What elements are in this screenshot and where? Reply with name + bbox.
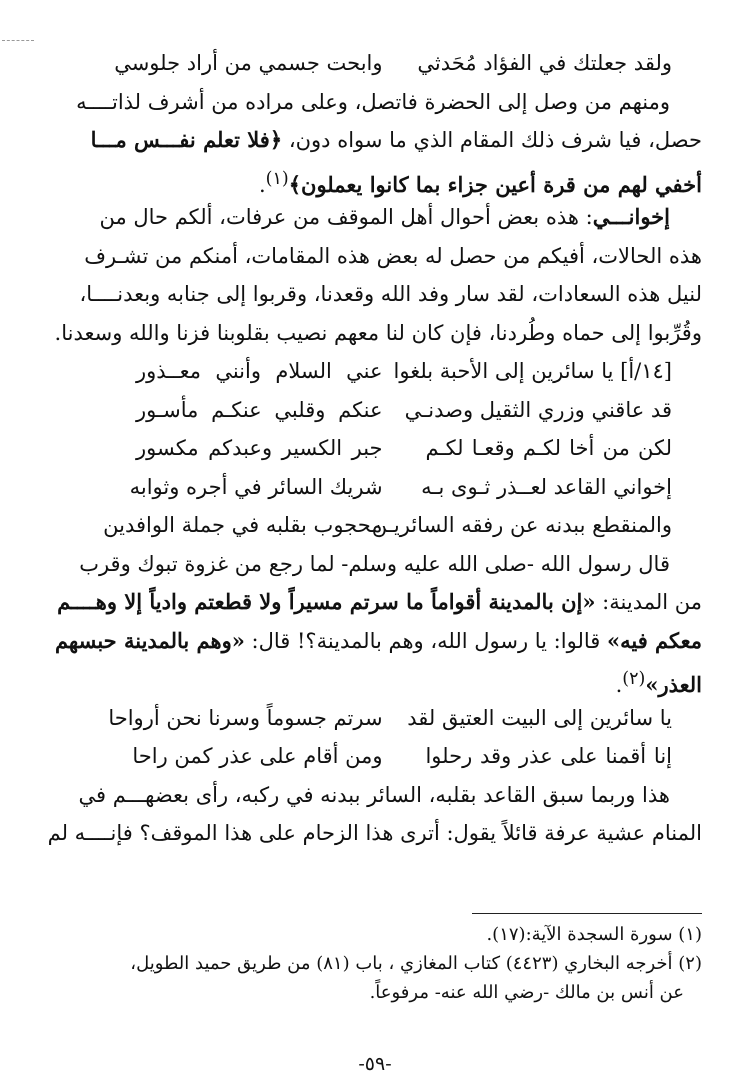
paragraph-line — [106, 660, 702, 699]
paragraph-line — [106, 160, 702, 199]
verse-second-hemistich: عني السلام وأنني معــذور — [136, 359, 383, 383]
verse-first-hemistich: والمنقطع ببدنه عن رفقه السائريـن — [371, 513, 672, 537]
paragraph-line: هذه الحالات، أفيكم من حصل له بعض هذه المقامات، أمنكم من تشـرف — [84, 243, 702, 268]
verse-second-hemistich: وابحت جسمي من أراد جلوسي — [114, 51, 383, 75]
footnote-continuation: عن أنس بن مالك -رضي الله عنه- مرفوعاً. — [369, 982, 684, 1003]
verse-first-hemistich: يا سائرين إلى البيت العتيق لقد — [407, 705, 672, 730]
poem-verse — [103, 506, 702, 545]
paragraph-line: هذا وربما سبق القاعد بقلبه، السائر ببدنه في ركبه، رأى بعضهـــم في — [78, 782, 670, 807]
paragraph-text: . — [615, 673, 623, 697]
page-number: -٥٩- — [358, 1053, 392, 1075]
paragraph-line: لنيل هذه السعادات، لقد سار وفد الله وقعدنا، وقربوا إلى جنابه وبعدنــــا، — [79, 282, 702, 306]
footnote-separator — [472, 913, 702, 914]
paragraph-text: قالوا: يا رسول الله، وهم بالمدينة؟! قال: — [244, 628, 607, 653]
paragraph-line — [54, 622, 702, 661]
scan-edge-mark — [2, 40, 34, 41]
main-text — [47, 44, 702, 853]
footnote-ref: (١) — [265, 168, 289, 189]
poem-verse — [106, 429, 702, 468]
paragraph-line — [90, 121, 702, 160]
poem-verse — [106, 352, 702, 391]
footnotes — [48, 913, 702, 1007]
quran-quote: ﴿فلا تعلم نفـــس مـــا — [90, 127, 283, 152]
verse-second-hemistich: شريك السائر في أجره وثوابه — [129, 474, 383, 499]
hadith-quote: «إن بالمدينة أقواماً ما سرتم مسيراً ولا قطعتم وادياً إلا وهــــم — [57, 589, 596, 614]
hadith-quote: العذر» — [645, 672, 702, 697]
paragraph-line — [99, 198, 702, 237]
verse-first-hemistich: إخواني القاعد لعــذر ثـوى بـه — [421, 474, 672, 499]
paragraph-line: وقُرِّبوا إلى حماه وطُردنا، فإن كان لنا معهم نصيب بقلوبنا فزنا والله وسعدنا. — [54, 320, 702, 345]
paragraph-line: قال رسول الله -صلى الله عليه وسلم- لما رجع من غزوة تبوك وقرب — [79, 551, 670, 576]
paragraph-text: من المدينة: — [595, 590, 702, 614]
paragraph-line — [57, 583, 702, 622]
verse-second-hemistich: جبر الكسير وعبدكم مكسور — [136, 436, 383, 460]
paragraph-lead-word: إخوانـــي — [592, 204, 670, 229]
verse-first-hemistich: لكن من أخا لكـم وقعـا لكـم — [425, 436, 672, 460]
verse-second-hemistich: ومن أقام على عذر كمن راحا — [132, 744, 383, 768]
verse-second-hemistich: محجوب بقلبه في جملة الوافدين — [103, 513, 383, 537]
poem-verse — [106, 737, 702, 776]
poem-verse — [106, 699, 702, 738]
paragraph-line: ومنهم من وصل إلى الحضرة فاتصل، وعلى مراده من أشرف لذاتــــه — [76, 89, 670, 114]
hadith-quote: معكم فيه» — [606, 627, 702, 653]
poem-verse — [106, 44, 702, 83]
hadith-quote: «وهم بالمدينة حبسهم — [54, 627, 245, 653]
verse-second-hemistich: سرتم جسوماً وسرنا نحن أرواحا — [108, 705, 383, 730]
verse-first-hemistich: ولقد جعلتك في الفؤاد مُحَدثي — [417, 51, 672, 75]
verse-first-hemistich: [١٤/أ] يا سائرين إلى الأحبة بلغوا — [393, 359, 672, 383]
poem-verse — [106, 468, 702, 507]
footnote: (١) سورة السجدة الآية:(١٧). — [486, 924, 702, 945]
poem-verse — [106, 391, 702, 430]
paragraph-text: . — [258, 172, 266, 197]
footnote-ref: (٢) — [622, 669, 646, 689]
paragraph-line: المنام عشية عرفة قائلاً يقول: أترى هذا الزحام على هذا الموقف؟ فإنــــه لم — [47, 821, 702, 845]
verse-first-hemistich: قد عاقني وزري الثقيل وصدنـي — [404, 397, 672, 422]
verse-first-hemistich: إنا أقمنا على عذر وقد رحلوا — [425, 744, 672, 768]
paragraph-text: حصل، فيا شرف ذلك المقام الذي ما سواه دون، — [282, 128, 702, 152]
quran-quote: أخفي لهم من قرة أعين جزاء بما كانوا يعملون﴾ — [288, 171, 702, 197]
footnote: (٢) أخرجه البخاري (٤٤٢٣) كتاب المغازي ، باب (٨١) من طريق حميد الطويل، — [130, 953, 702, 974]
verse-second-hemistich: عنكم وقلبي عنكـم مأسـور — [136, 397, 383, 422]
paragraph-text: : هذه بعض أحوال أهل الموقف من عرفات، ألكم حال من — [99, 205, 593, 229]
